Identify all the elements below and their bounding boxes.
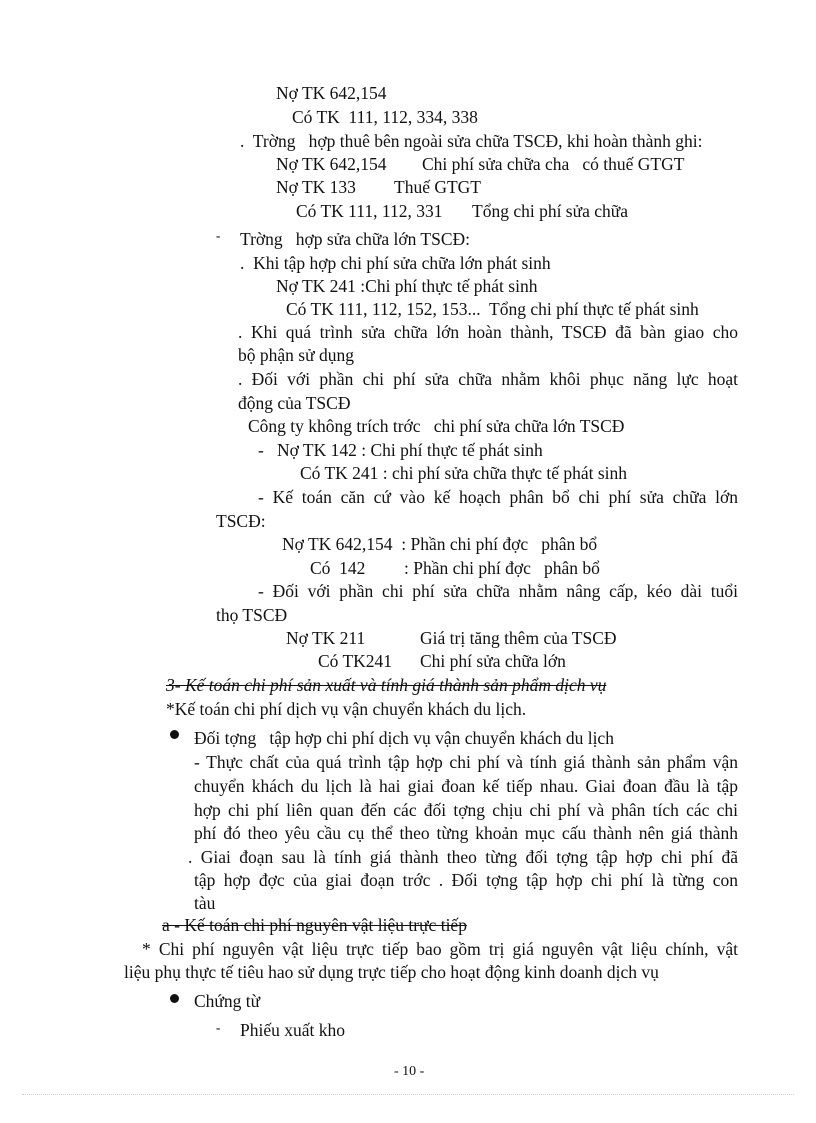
text-line: bộ phận sử dụng bbox=[238, 345, 354, 365]
paragraph-line: * Chi phí nguyên vật liệu trực tiếp bao gồm trị giá nguyên vật liệu chính, vật bbox=[142, 939, 738, 959]
text-line: Nợ TK 211 bbox=[286, 628, 366, 648]
paragraph-line: phí đó theo yêu cầu cụ thể theo từng khoản mục cấu thành nên giá thành bbox=[194, 823, 738, 843]
paragraph-line: tàu bbox=[194, 893, 216, 913]
subsection-heading: a - Kế toán chi phí nguyên vật liệu trực tiếp bbox=[162, 915, 467, 935]
text-line: - Nợ TK 142 : Chi phí thực tế phát sinh bbox=[258, 440, 543, 460]
bullet-icon bbox=[170, 730, 179, 739]
text-line: Có TK241 bbox=[318, 651, 393, 671]
text-line: Có TK 241 : chi phí sửa chữa thực tế phát sinh bbox=[300, 463, 628, 483]
text-line: Tổng chi phí sửa chữa bbox=[472, 201, 629, 221]
bullet-icon bbox=[170, 994, 179, 1003]
text-line: . Khi tập hợp chi phí sửa chữa lớn phát sinh bbox=[240, 253, 551, 273]
section-heading: 3- Kế toán chi phí sản xuất và tính giá thành sản phẩm dịch vụ bbox=[166, 675, 607, 695]
text-line: . Khi quá trình sửa chữa lớn hoàn thành, TSCĐ đã bàn giao cho bbox=[238, 322, 738, 342]
dash-bullet-icon: - bbox=[216, 1020, 221, 1035]
paragraph-line: tập hợp đợc của giai đoạn trớc . Đối tợng tập hợp chi phí là từng con bbox=[194, 870, 738, 890]
text-line: Trờng hợp sửa chữa lớn TSCĐ: bbox=[240, 229, 471, 249]
text-line: *Kế toán chi phí dịch vụ vận chuyển khách du lịch. bbox=[166, 699, 527, 719]
paragraph-line: . Giai đoạn sau là tính giá thành theo từng đối tợng tập hợp chi phí đã bbox=[188, 847, 738, 867]
page-number: - 10 - bbox=[394, 1064, 425, 1079]
text-line: Nợ TK 642,154 : Phần chi phí đợc phân bổ bbox=[282, 534, 598, 554]
text-line: TSCĐ: bbox=[216, 511, 266, 531]
text-line: - Đối với phần chi phí sửa chữa nhằm nâng cấp, kéo dài tuổi bbox=[258, 581, 738, 601]
text-line: Nợ TK 133 bbox=[276, 177, 356, 197]
text-line: Công ty không trích trớc chi phí sửa chữa lớn TSCĐ bbox=[248, 416, 625, 436]
paragraph-line: - Thực chất của quá trình tập hợp chi phí và tính giá thành sản phẩm vận bbox=[194, 752, 738, 772]
text-line: Nợ TK 642,154 bbox=[276, 154, 387, 174]
text-line: Có TK 111, 112, 334, 338 bbox=[292, 107, 478, 127]
text-line: Chi phí sửa chữa lớn bbox=[420, 651, 566, 671]
text-line: Đối tợng tập hợp chi phí dịch vụ vận chuyển khách du lịch bbox=[194, 728, 614, 748]
page-bottom-rule bbox=[22, 1094, 794, 1095]
text-line: Chi phí sửa chữa cha có thuế GTGT bbox=[422, 154, 685, 174]
paragraph-line: liệu phụ thực tế tiêu hao sử dụng trực tiếp cho hoạt động kinh doanh dịch vụ bbox=[124, 962, 659, 982]
text-line: Nợ TK 241 :Chi phí thực tế phát sinh bbox=[276, 276, 538, 296]
dash-bullet-icon: - bbox=[216, 228, 221, 243]
text-line: . Trờng hợp thuê bên ngoài sửa chữa TSCĐ, khi hoàn thành ghi: bbox=[240, 131, 703, 151]
text-line: Có 142 bbox=[310, 558, 366, 578]
text-line: Có TK 111, 112, 331 bbox=[296, 201, 443, 221]
text-line: Chứng từ bbox=[194, 991, 261, 1011]
text-line: - Kế toán căn cứ vào kế hoạch phân bổ chi phí sửa chữa lớn bbox=[258, 487, 738, 507]
text-line: Nợ TK 642,154 bbox=[276, 83, 387, 103]
text-line: Có TK 111, 112, 152, 153... Tổng chi phí thực tế phát sinh bbox=[286, 299, 699, 319]
text-line: động của TSCĐ bbox=[238, 393, 351, 413]
text-line: . Đối với phần chi phí sửa chữa nhằm khôi phục năng lực hoạt bbox=[238, 369, 738, 389]
text-line: thọ TSCĐ bbox=[216, 605, 288, 625]
text-line: : Phần chi phí đợc phân bổ bbox=[404, 558, 600, 578]
paragraph-line: chuyển khách du lịch là hai giai đoan kế tiếp nhau. Giai đoan đầu là tập bbox=[194, 776, 738, 796]
text-line: Thuế GTGT bbox=[394, 177, 481, 197]
paragraph-line: hợp chi phí liên quan đến các đối tợng chịu chi phí và phân tích các chi bbox=[194, 800, 738, 820]
text-line: Phiếu xuất kho bbox=[240, 1020, 345, 1040]
text-line: Giá trị tăng thêm của TSCĐ bbox=[420, 628, 617, 648]
